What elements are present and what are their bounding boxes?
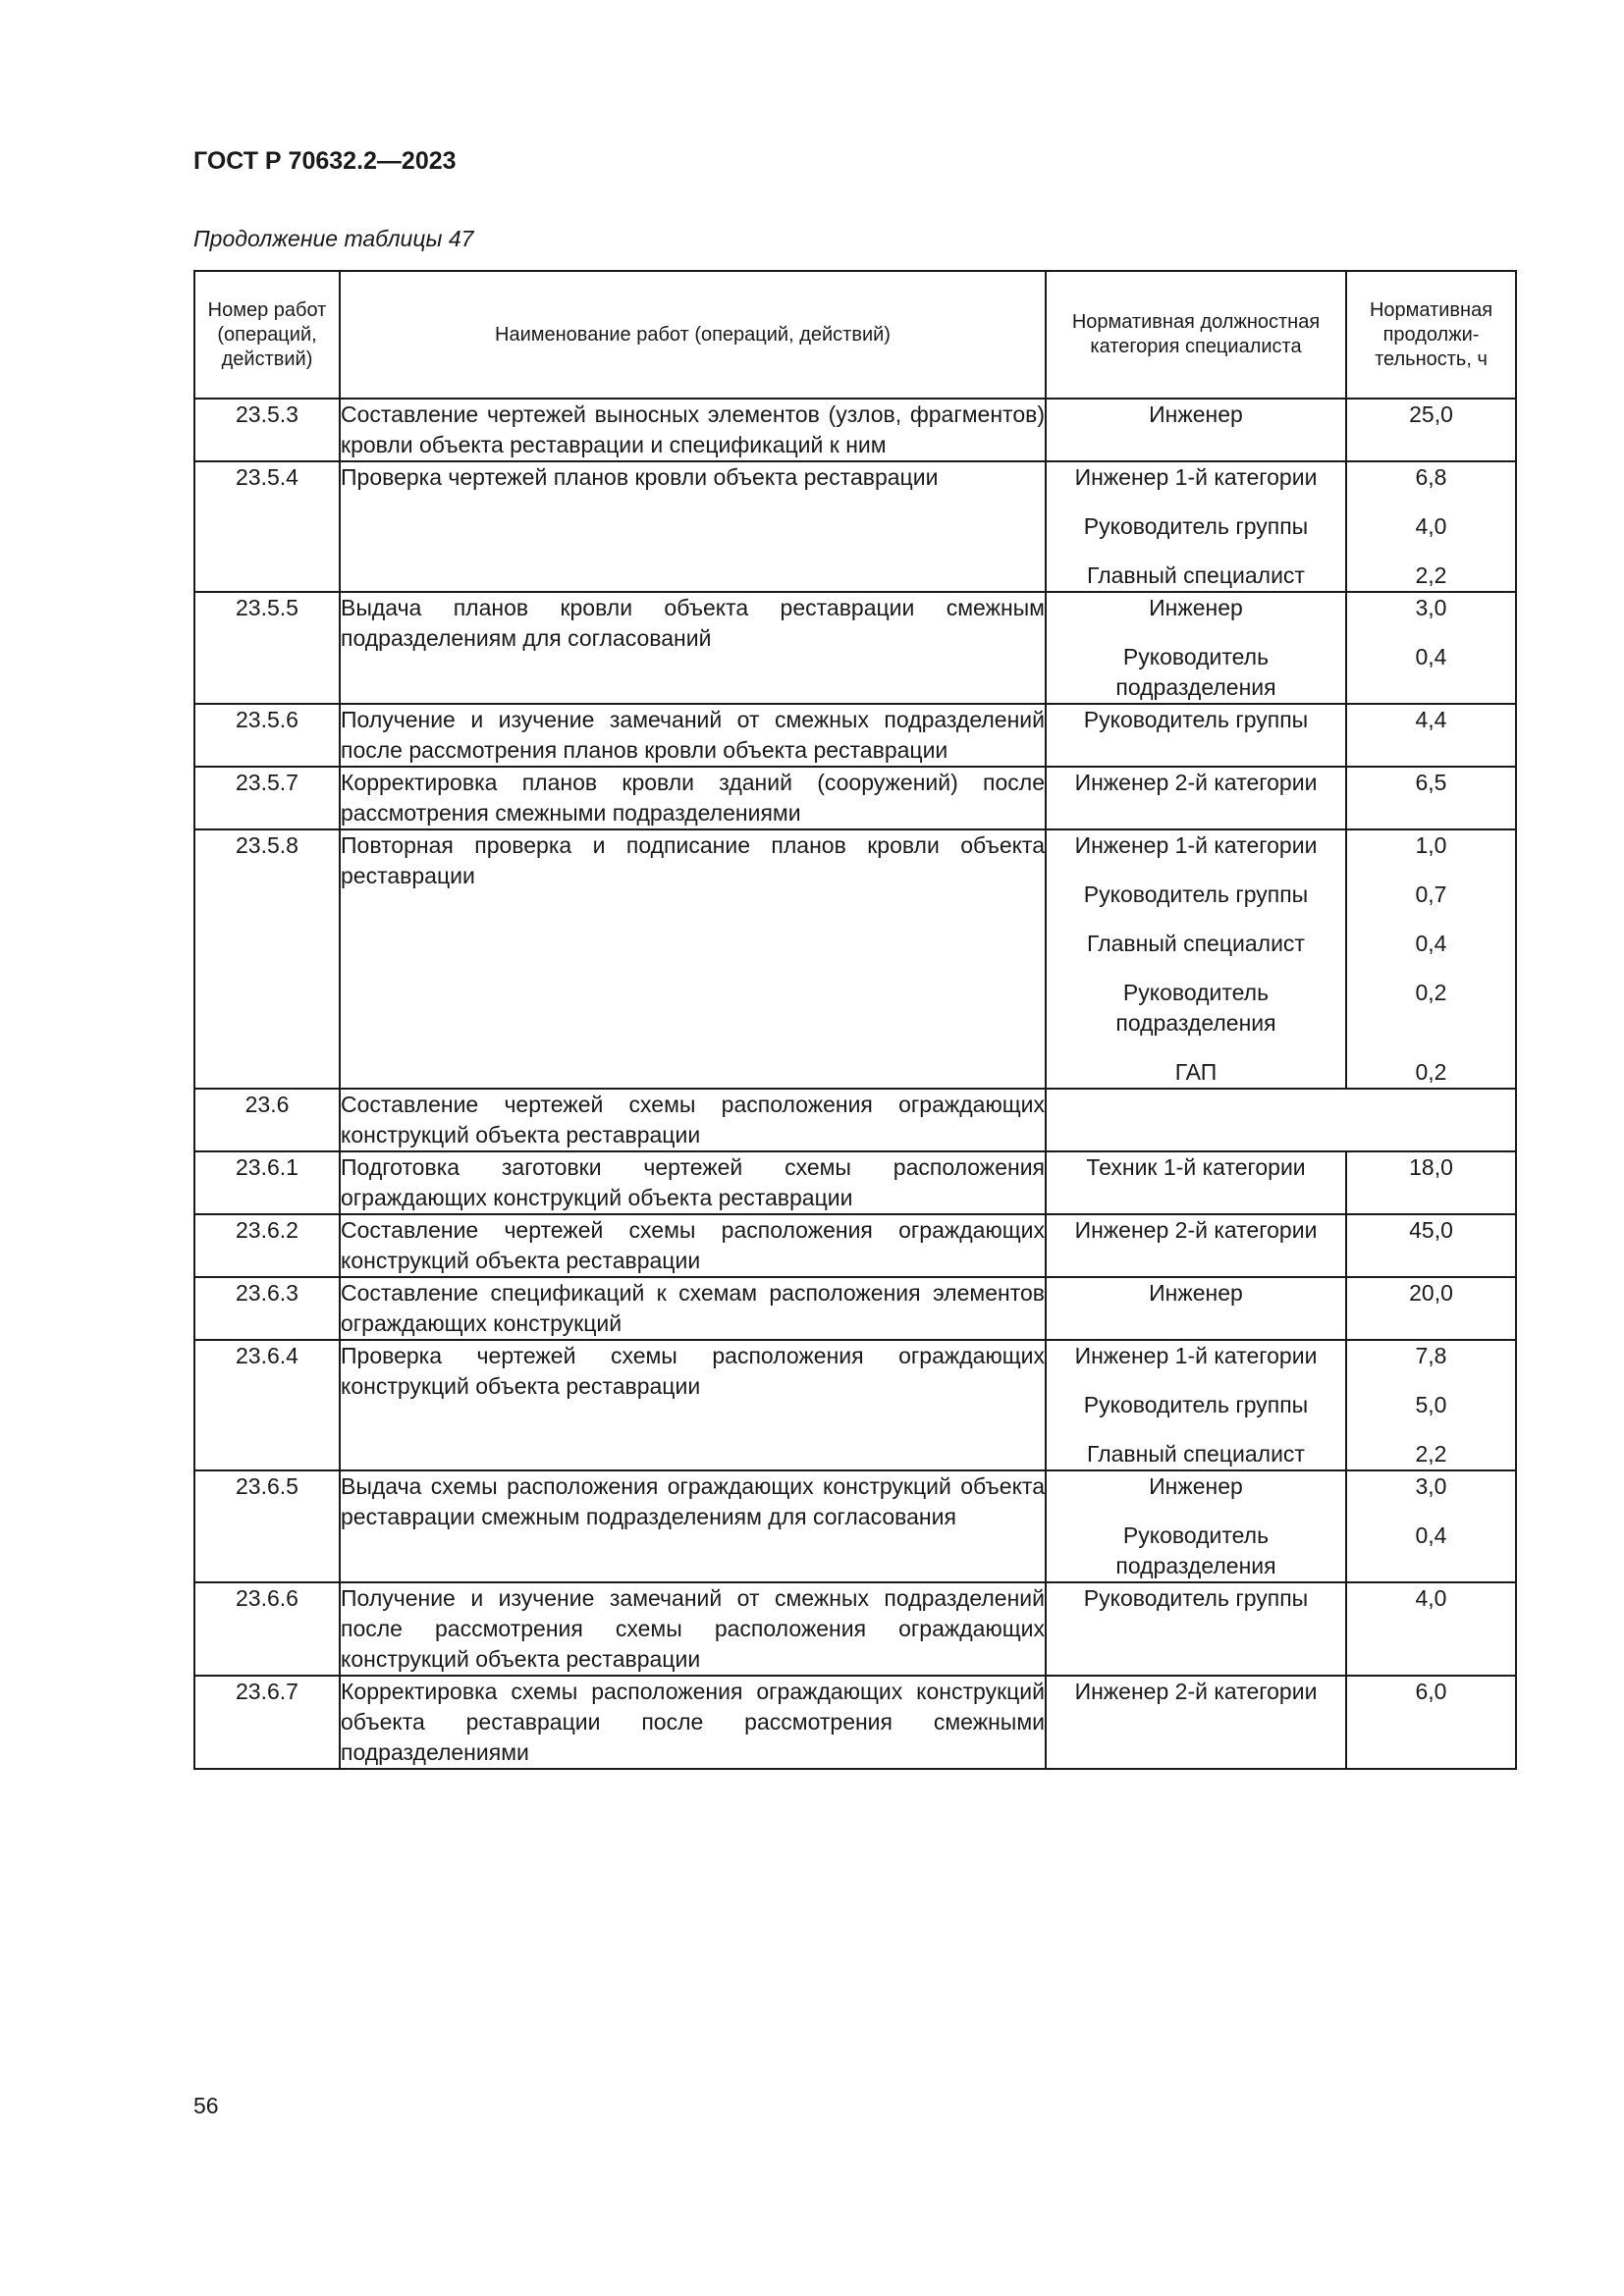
duration-value: 0,4 [1415, 644, 1447, 669]
row-categories [1046, 1151, 1346, 1214]
row-work-name: Получение и изучение замечаний от смежных подразделений после рассмотрения планов кровли объекта реставрации [340, 704, 1046, 767]
row-durations [1346, 1676, 1516, 1769]
duration-value: 5,0 [1415, 1392, 1447, 1417]
specialist-category: Руководитель группы [1083, 707, 1309, 732]
specialist-category: Руководитель группы [1083, 881, 1309, 907]
row-work-name: Составление спецификаций к схемам расположения элементов ограждающих конструкций [340, 1277, 1046, 1340]
duration-value: 1,0 [1415, 832, 1447, 858]
row-durations [1346, 829, 1516, 1089]
row-durations [1346, 1277, 1516, 1340]
row-categories [1046, 767, 1346, 829]
row-number: 23.6.3 [194, 1277, 340, 1340]
table-row [194, 461, 1516, 592]
row-categories [1046, 1214, 1346, 1277]
duration-value: 25,0 [1409, 401, 1453, 427]
specialist-category: Инженер 2-й категории [1074, 1679, 1318, 1704]
table-row [194, 1676, 1516, 1769]
row-work-name: Проверка чертежей планов кровли объекта реставрации [340, 461, 1046, 592]
row-work-name: Получение и изучение замечаний от смежных подразделений после рассмотрения схемы расположения ограждающих конструкций объекта реставрации [340, 1582, 1046, 1676]
duration-value: 6,0 [1415, 1679, 1447, 1704]
row-empty-cell [1046, 1089, 1516, 1151]
table-header-row [194, 271, 1516, 399]
row-work-name: Проверка чертежей схемы расположения ограждающих конструкций объекта реставрации [340, 1340, 1046, 1470]
row-work-name: Составление чертежей выносных элементов (узлов, фрагментов) кровли объекта реставрации и спецификаций к ним [340, 399, 1046, 461]
row-categories [1046, 829, 1346, 1089]
specialist-category: Инженер [1149, 1473, 1243, 1499]
row-work-name: Выдача схемы расположения ограждающих конструкций объекта реставрации смежным подразделениям для согласования [340, 1470, 1046, 1582]
specialist-category: Инженер 1-й категории [1074, 832, 1318, 858]
row-number: 23.6.5 [194, 1470, 340, 1582]
specialist-category: Инженер [1149, 401, 1243, 427]
specialist-category: ГАП [1174, 1059, 1218, 1085]
row-number: 23.5.4 [194, 461, 340, 592]
row-number: 23.6.6 [194, 1582, 340, 1676]
duration-value: 4,4 [1415, 707, 1447, 732]
duration-value: 7,8 [1415, 1343, 1447, 1368]
row-durations [1346, 1582, 1516, 1676]
row-number: 23.5.6 [194, 704, 340, 767]
specialist-category: Главный специалист [1087, 562, 1305, 588]
table-body [194, 399, 1516, 1769]
row-work-name: Корректировка схемы расположения ограждающих конструкций объекта реставрации после рассмотрения смежными подразделениями [340, 1676, 1046, 1769]
duration-value: 4,0 [1415, 513, 1447, 539]
specialist-category: Руководитель подразделения [1115, 980, 1276, 1036]
duration-value: 2,2 [1415, 562, 1447, 588]
specialist-category: Инженер 2-й категории [1074, 770, 1318, 795]
document-code: ГОСТ Р 70632.2—2023 [193, 147, 457, 175]
specialist-category: Руководитель группы [1083, 1585, 1309, 1611]
specialist-category: Главный специалист [1087, 931, 1305, 956]
duration-value: 6,8 [1415, 464, 1447, 490]
row-categories [1046, 399, 1346, 461]
page-number: 56 [193, 2093, 219, 2118]
specialist-category: Инженер 1-й категории [1074, 1343, 1318, 1368]
row-number: 23.5.7 [194, 767, 340, 829]
duration-value: 45,0 [1409, 1217, 1453, 1243]
row-categories [1046, 704, 1346, 767]
row-durations [1346, 1214, 1516, 1277]
duration-value: 2,2 [1415, 1441, 1447, 1467]
row-number: 23.5.3 [194, 399, 340, 461]
row-number: 23.6.4 [194, 1340, 340, 1470]
duration-value: 0,4 [1415, 931, 1447, 956]
row-durations [1346, 399, 1516, 461]
specialist-category: Инженер 1-й категории [1074, 464, 1318, 490]
specialist-category: Руководитель подразделения [1115, 644, 1276, 700]
row-work-name: Составление чертежей схемы расположения ограждающих конструкций объекта реставрации [340, 1214, 1046, 1277]
row-work-name: Корректировка планов кровли зданий (сооружений) после рассмотрения смежными подразделениями [340, 767, 1046, 829]
row-durations [1346, 592, 1516, 704]
row-durations [1346, 767, 1516, 829]
table-row [194, 1214, 1516, 1277]
table-row [194, 399, 1516, 461]
specialist-category: Инженер [1149, 595, 1243, 620]
duration-value: 18,0 [1409, 1154, 1453, 1180]
table-row [194, 592, 1516, 704]
duration-value: 4,0 [1415, 1585, 1447, 1611]
table-row [194, 829, 1516, 1089]
row-categories [1046, 1676, 1346, 1769]
table-row [194, 1151, 1516, 1214]
row-durations [1346, 1470, 1516, 1582]
column-header-duration: Нормативная продолжи-тельность, ч [1346, 271, 1516, 399]
duration-value: 0,2 [1415, 1059, 1447, 1085]
row-durations [1346, 704, 1516, 767]
row-number: 23.6.7 [194, 1676, 340, 1769]
row-number: 23.6.2 [194, 1214, 340, 1277]
specialist-category: Руководитель группы [1083, 513, 1309, 539]
row-categories [1046, 461, 1346, 592]
column-header-number: Номер работ (операций, действий) [194, 271, 340, 399]
specialist-category: Руководитель подразделения [1115, 1522, 1276, 1578]
column-header-name: Наименование работ (операций, действий) [340, 271, 1046, 399]
table-caption: Продолжение таблицы 47 [193, 226, 474, 251]
row-categories [1046, 592, 1346, 704]
row-durations [1346, 461, 1516, 592]
table-row [194, 704, 1516, 767]
duration-value: 6,5 [1415, 770, 1447, 795]
row-categories [1046, 1340, 1346, 1470]
row-durations [1346, 1340, 1516, 1470]
table-row [194, 1089, 1516, 1151]
table-row [194, 1277, 1516, 1340]
column-header-category: Нормативная должностная категория специалиста [1046, 271, 1346, 399]
row-number: 23.6.1 [194, 1151, 340, 1214]
row-number: 23.5.8 [194, 829, 340, 1089]
norms-table [193, 270, 1517, 1770]
row-durations [1346, 1151, 1516, 1214]
duration-value: 3,0 [1415, 595, 1447, 620]
duration-value: 3,0 [1415, 1473, 1447, 1499]
duration-value: 20,0 [1409, 1280, 1453, 1306]
specialist-category: Инженер [1149, 1280, 1243, 1306]
table-row [194, 767, 1516, 829]
row-categories [1046, 1277, 1346, 1340]
duration-value: 0,4 [1415, 1522, 1447, 1548]
specialist-category: Инженер 2-й категории [1074, 1217, 1318, 1243]
row-work-name: Составление чертежей схемы расположения ограждающих конструкций объекта реставрации [340, 1089, 1046, 1151]
table-row [194, 1470, 1516, 1582]
row-work-name: Повторная проверка и подписание планов кровли объекта реставрации [340, 829, 1046, 1089]
row-work-name: Подготовка заготовки чертежей схемы расположения ограждающих конструкций объекта реставрации [340, 1151, 1046, 1214]
specialist-category: Главный специалист [1087, 1441, 1305, 1467]
row-categories [1046, 1470, 1346, 1582]
row-number: 23.5.5 [194, 592, 340, 704]
specialist-category: Техник 1-й категории [1086, 1154, 1306, 1180]
duration-value: 0,7 [1415, 881, 1447, 907]
specialist-category: Руководитель группы [1083, 1392, 1309, 1417]
row-work-name: Выдача планов кровли объекта реставрации смежным подразделениям для согласований [340, 592, 1046, 704]
row-number: 23.6 [194, 1089, 340, 1151]
row-categories [1046, 1582, 1346, 1676]
table-row [194, 1340, 1516, 1470]
duration-value: 0,2 [1415, 980, 1447, 1005]
table-row [194, 1582, 1516, 1676]
